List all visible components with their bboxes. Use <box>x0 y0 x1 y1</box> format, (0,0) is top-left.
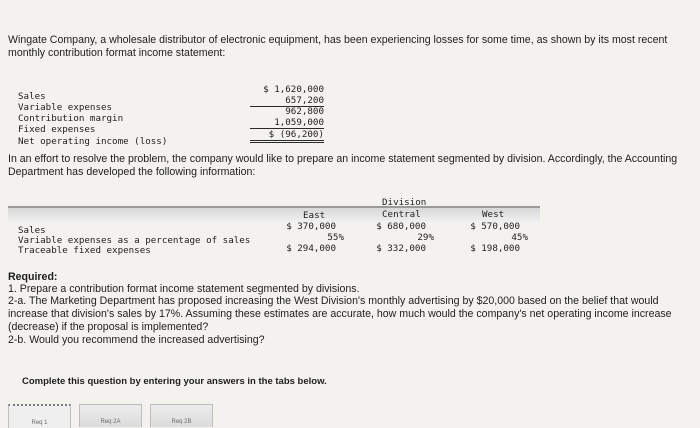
cell-sales-west: $ 570,000 <box>470 221 520 232</box>
tab-req-2a[interactable]: Req 2A <box>79 404 142 427</box>
is-label-fixed: Fixed expenses <box>18 124 96 135</box>
is-value-fixed: 1,059,000 <box>250 117 324 129</box>
cell-fixed-west: $ 198,000 <box>470 243 520 254</box>
is-label-cm: Contribution margin <box>18 113 124 124</box>
is-label-sales: Sales <box>18 91 46 102</box>
is-value-noi: $ (96,200) <box>250 129 324 143</box>
effort-paragraph: In an effort to resolve the problem, the company would like to prepare an income statement segmented by division. Accordingly, the Accounting Department has developed the following information: <box>8 153 678 178</box>
is-value-cm: 962,800 <box>285 106 324 117</box>
division-group-header: Division <box>382 197 427 208</box>
cell-fixed-central: $ 332,000 <box>376 243 426 254</box>
req-tabs <box>8 404 213 426</box>
col-header-east: East <box>303 210 326 221</box>
cell-fixed-east: $ 294,000 <box>286 243 336 254</box>
tab-req-1[interactable]: Req 1 <box>8 404 71 428</box>
cell-sales-east: $ 370,000 <box>286 221 336 232</box>
cell-varpct-east: 55% <box>327 232 344 243</box>
tab-req-2b[interactable]: Req 2B <box>150 404 213 427</box>
required-heading: Required: <box>8 271 58 283</box>
row-label-sales: Sales <box>18 225 46 236</box>
is-label-variable: Variable expenses <box>18 102 113 113</box>
row-label-varpct: Variable expenses as a percentage of sales <box>18 235 251 246</box>
instruction-text: Complete this question by entering your answers in the tabs below. <box>22 376 327 387</box>
required-item-1: 1. Prepare a contribution format income statement segmented by divisions. <box>8 283 360 295</box>
cell-varpct-west: 45% <box>511 232 528 243</box>
cell-sales-central: $ 680,000 <box>376 221 426 232</box>
required-item-2b: 2-b. Would you recommend the increased advertising? <box>8 334 265 346</box>
row-label-fixed: Traceable fixed expenses <box>18 245 151 256</box>
is-value-sales: $ 1,620,000 <box>263 84 324 95</box>
col-header-west: West <box>482 209 505 220</box>
is-label-noi: Net operating income (loss) <box>18 136 168 147</box>
intro-paragraph: Wingate Company, a wholesale distributor of electronic equipment, has been experiencing losses for some time, as shown by its most recent monthly contribution format income statement: <box>8 34 668 59</box>
col-header-central: Central <box>382 209 421 220</box>
is-value-variable: 657,200 <box>250 95 324 107</box>
required-item-2a: 2-a. The Marketing Department has proposed increasing the West Division's monthly advertising by $20,000 based on the belief that would increase that division's sales by 17%. Assuming these estimates are accurate, how much would the company's net operating income increase (decrease) if the proposal is implemented? <box>8 295 672 333</box>
cell-varpct-central: 29% <box>417 232 434 243</box>
